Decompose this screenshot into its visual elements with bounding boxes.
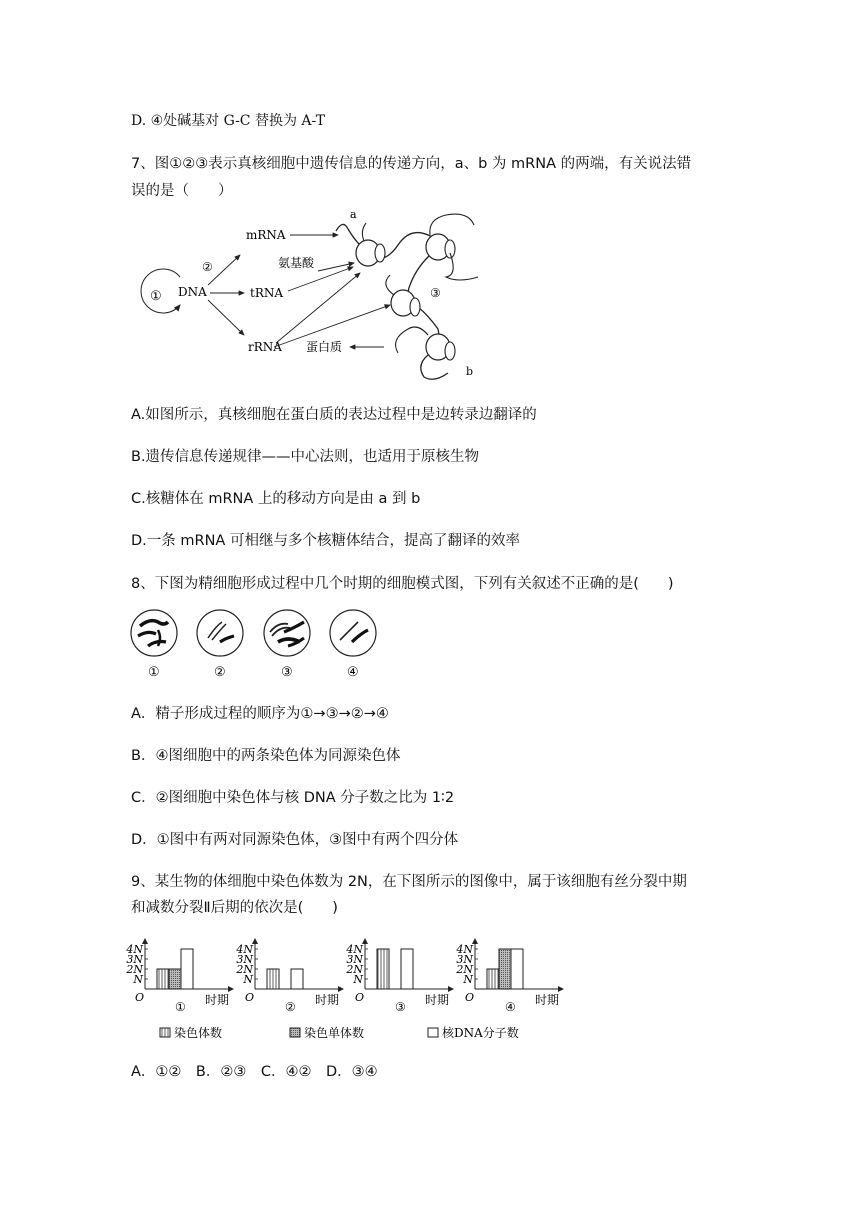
gene-expression-diagram xyxy=(128,205,483,383)
chart-legend xyxy=(160,1025,519,1040)
y-tick-label: 2N xyxy=(236,963,253,976)
label-end-b: b xyxy=(466,365,474,378)
y-tick-label: 4N xyxy=(346,943,363,956)
label-circle-2: ② xyxy=(202,260,213,274)
y-tick-label: 3N xyxy=(346,953,363,966)
y-tick-label: 3N xyxy=(456,953,473,966)
y-tick-label: 3N xyxy=(126,953,143,966)
bar-2-3 xyxy=(291,969,303,989)
y-tick-label: N xyxy=(353,973,363,986)
label-end-a: a xyxy=(350,208,357,221)
bar-1-2 xyxy=(169,969,181,989)
q7-stem-line1: 7、图①②③表示真核细胞中遗传信息的传递方向，a、b 为 mRNA 的两端，有关说法错 xyxy=(131,156,692,172)
q8-option-c: C．②图细胞中染色体与核 DNA 分子数之比为 1∶2 xyxy=(131,790,455,806)
legend-swatch-3 xyxy=(428,1028,438,1037)
y-tick-label: 3N xyxy=(236,953,253,966)
panel-label: ① xyxy=(175,1000,186,1014)
label-trna: tRNA xyxy=(250,286,284,300)
cell-1 xyxy=(131,610,177,680)
y-tick-label: 4N xyxy=(456,943,473,956)
panel-label: ③ xyxy=(395,1000,406,1014)
legend-swatch-2 xyxy=(290,1028,300,1037)
origin-label: O xyxy=(245,991,255,1004)
y-tick-label: 4N xyxy=(236,943,253,956)
label-circle-1: ① xyxy=(150,289,162,304)
sperm-cell-diagrams xyxy=(128,608,380,682)
bar-1-3 xyxy=(181,949,193,989)
q8-option-d: D．①图中有两对同源染色体，③图中有两个四分体 xyxy=(131,832,459,848)
legend-label-2: 染色单体数 xyxy=(304,1026,365,1040)
legend-label-1: 染色体数 xyxy=(174,1026,223,1040)
y-tick-label: 4N xyxy=(126,943,143,956)
bar-4-3 xyxy=(511,949,523,989)
label-protein: 蛋白质 xyxy=(306,340,343,354)
bar-4-1 xyxy=(487,969,499,989)
q7-option-b: B.遗传信息传递规律——中心法则，也适用于原核生物 xyxy=(131,449,480,465)
y-tick-label: N xyxy=(463,973,473,986)
bar-3-1 xyxy=(377,949,389,989)
y-tick-label: N xyxy=(243,973,253,986)
cell-label-4: ④ xyxy=(347,665,359,680)
x-axis-label: 时期 xyxy=(315,993,340,1007)
q7-option-c: C.核糖体在 mRNA 上的移动方向是由 a 到 b xyxy=(131,491,421,507)
label-amino-acid: 氨基酸 xyxy=(278,256,315,270)
cell-label-2: ② xyxy=(214,665,226,680)
x-axis-label: 时期 xyxy=(205,993,230,1007)
q8-option-a: A．精子形成过程的顺序为①→③→②→④ xyxy=(131,706,389,722)
panel-label: ④ xyxy=(505,1000,516,1014)
origin-label: O xyxy=(135,991,145,1004)
origin-label: O xyxy=(465,991,475,1004)
label-rrna: rRNA xyxy=(248,340,282,354)
y-tick-label: N xyxy=(133,973,143,986)
label-mrna: mRNA xyxy=(246,228,286,242)
y-tick-label: 2N xyxy=(456,963,473,976)
legend-swatch-1 xyxy=(160,1028,170,1037)
q7-stem-line2: 误的是（ ） xyxy=(131,183,233,199)
x-axis-label: 时期 xyxy=(425,993,450,1007)
origin-label: O xyxy=(355,991,365,1004)
chromosome-bar-charts xyxy=(125,932,565,1048)
cell-label-1: ① xyxy=(148,665,160,680)
label-dna: DNA xyxy=(178,285,207,299)
q6-option-d: D. ④处碱基对 G-C 替换为 A-T xyxy=(131,113,326,129)
bar-1-1 xyxy=(157,969,169,989)
bar-3-3 xyxy=(401,949,413,989)
cell-4 xyxy=(330,610,376,680)
y-tick-label: 2N xyxy=(126,963,143,976)
q9-stem-line1: 9、某生物的体细胞中染色体数为 2N，在下图所示的图像中，属于该细胞有丝分裂中期 xyxy=(131,874,687,890)
legend-label-3: 核DNA分子数 xyxy=(442,1026,519,1040)
panel-label: ② xyxy=(285,1000,296,1014)
y-tick-label: 2N xyxy=(346,963,363,976)
bar-4-2 xyxy=(499,949,511,989)
q9-stem-line2: 和减数分裂Ⅱ后期的依次是( ) xyxy=(131,900,338,916)
bar-2-1 xyxy=(267,969,279,989)
q8-stem: 8、下图为精细胞形成过程中几个时期的细胞模式图，下列有关叙述不正确的是( ) xyxy=(131,576,674,592)
chart-panel-4 xyxy=(455,939,563,1014)
q8-option-b: B．④图细胞中的两条染色体为同源染色体 xyxy=(131,748,401,764)
q7-option-d: D.一条 mRNA 可相继与多个核糖体结合，提高了翻译的效率 xyxy=(131,533,520,549)
label-circle-3: ③ xyxy=(430,286,441,300)
cell-2 xyxy=(197,610,243,680)
q7-option-a: A.如图所示，真核细胞在蛋白质的表达过程中是边转录边翻译的 xyxy=(131,407,537,423)
x-axis-label: 时期 xyxy=(535,993,560,1007)
q9-answer-options: A．①② B．②③ C．④② D．③④ xyxy=(131,1064,378,1080)
chart-panel-3 xyxy=(345,939,453,1014)
chart-panel-1 xyxy=(125,939,233,1014)
cell-label-3: ③ xyxy=(281,665,293,680)
cell-3 xyxy=(264,610,310,680)
chart-panel-2 xyxy=(235,939,343,1014)
